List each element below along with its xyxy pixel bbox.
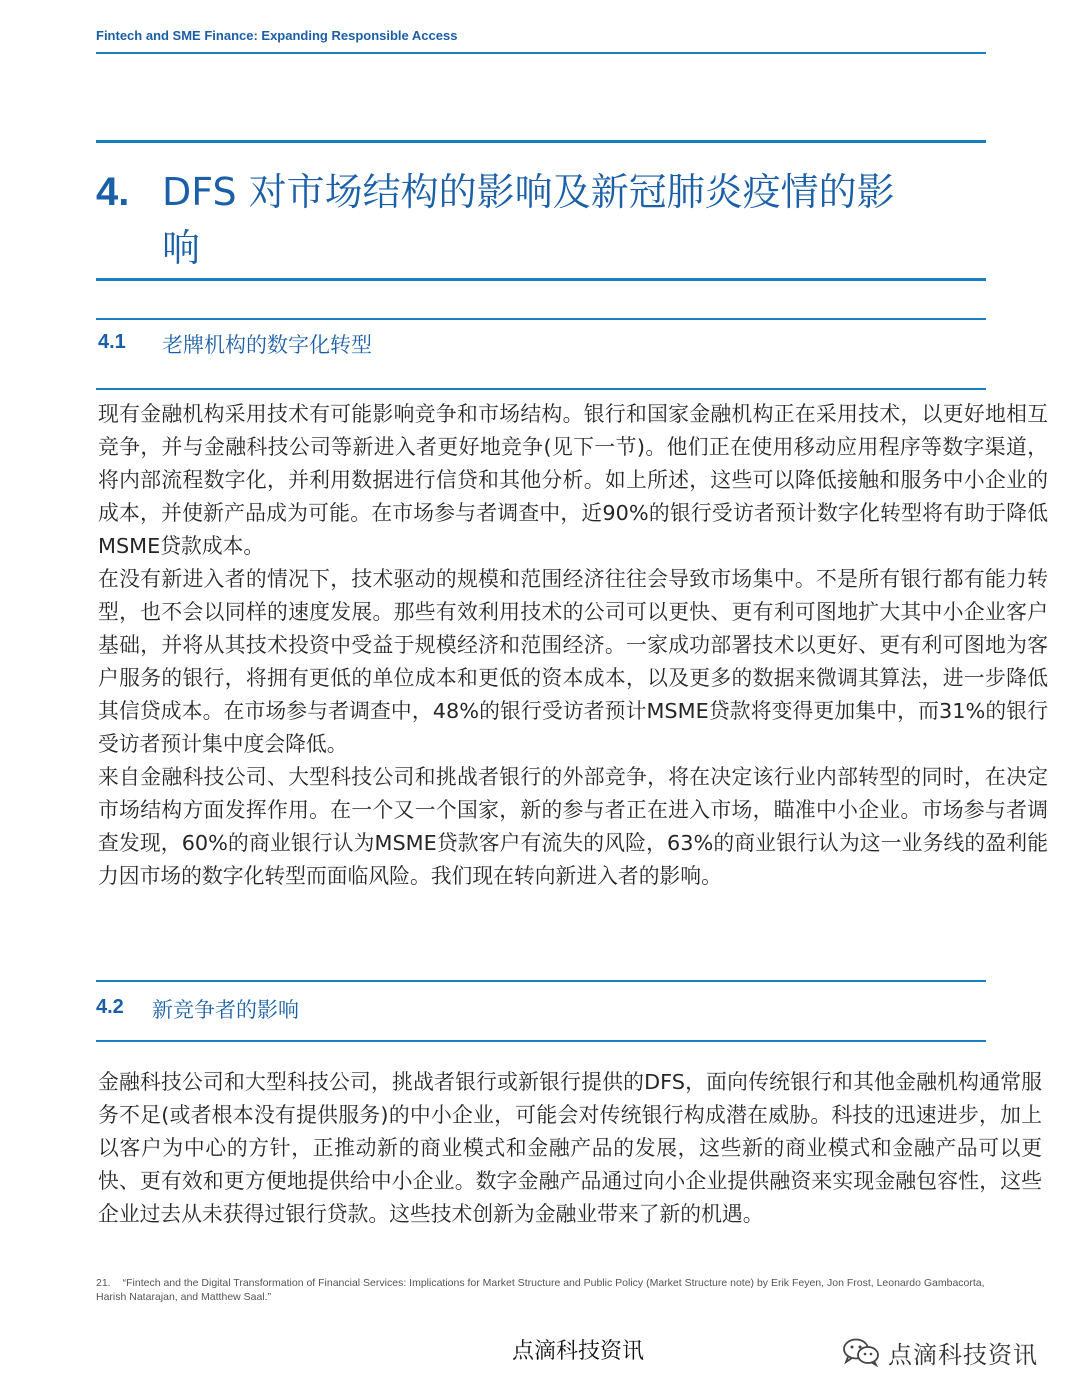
wechat-icon [842,1337,880,1367]
paragraph: 来自金融科技公司、大型科技公司和挑战者银行的外部竞争，将在决定该行业内部转型的同时，在决定市场结构方面发挥作用。在一个又一个国家，新的参与者正在进入市场，瞄准中小企业。市场参与者调查发现，60%的商业银行认为MSME贷款客户有流失的风险，63%的商业银行认为这一业务线的盈利能力因市场的数字化转型而面临风险。我们现在转向新进入者的影响。 [98,765,1048,888]
section-2-title: 新竞争者的影响 [152,998,299,1022]
footnote [96,1276,986,1304]
chapter-number: 4. [96,170,130,214]
watermark-center-text: 点滴科技资讯 [512,1339,645,1364]
chapter-title: DFS 对市场结构的影响及新冠肺炎疫情的影响 [162,170,895,270]
section-2-bottom-rule [96,1040,986,1042]
footnote-text: “Fintech and the Digital Transformation of Financial Services: Implications for Market Structure and Public Policy (Market Structure note) by Erik Feyen, Jon Frost, Leonardo Gambacorta, Harish Natarajan, and Matthew Saal.” [96,1277,985,1303]
section-2-number: 4.2 [96,996,124,1018]
header-rule [96,52,986,54]
section-1-body [98,398,1048,893]
chapter-top-rule [96,140,986,143]
wechat-label: 点滴科技资讯 [888,1340,1038,1369]
wechat-watermark [842,1334,1038,1370]
paragraph: 金融科技公司和大型科技公司，挑战者银行或新银行提供的DFS，面向传统银行和其他金融机构通常服务不足(或者根本没有提供服务)的中小企业，可能会对传统银行构成潜在威胁。科技的迅速进步，加上以客户为中心的方针，正推动新的商业模式和金融产品的发展，这些新的商业模式和金融产品可以更快、更有效和更方便地提供给中小企业。数字金融产品通过向小企业提供融资来实现金融包容性，这些企业过去从未获得过银行贷款。这些技术创新为金融业带来了新的机遇。 [98,1070,1042,1226]
chapter-bottom-rule [96,278,986,281]
section-1-number: 4.1 [98,331,126,353]
paragraph: 在没有新进入者的情况下，技术驱动的规模和范围经济往往会导致市场集中。不是所有银行都有能力转型，也不会以同样的速度发展。那些有效利用技术的公司可以更快、更有利可图地扩大其中小企业客户基础，并将从其技术投资中受益于规模经济和范围经济。一家成功部署技术以更好、更有利可图地为客户服务的银行，将拥有更低的单位成本和更低的资本成本，以及更多的数据来微调其算法，进一步降低其信贷成本。在市场参与者调查中，48%的银行受访者预计MSME贷款将变得更加集中，而31%的银行受访者预计集中度会降低。 [98,567,1048,756]
section-2-top-rule [96,980,986,982]
section-1-title: 老牌机构的数字化转型 [162,333,372,357]
section-1-top-rule [96,318,986,320]
paragraph: 现有金融机构采用技术有可能影响竞争和市场结构。银行和国家金融机构正在采用技术，以更好地相互竞争，并与金融科技公司等新进入者更好地竞争(见下一节)。他们正在使用移动应用程序等数字渠道，将内部流程数字化，并利用数据进行信贷和其他分析。如上所述，这些可以降低接触和服务中小企业的成本，并使新产品成为可能。在市场参与者调查中，近90%的银行受访者预计数字化转型将有助于降低MSME贷款成本。 [98,402,1048,558]
section-2-body [98,1066,1042,1231]
footnote-number: 21. [96,1277,111,1289]
running-header: Fintech and SME Finance: Expanding Responsible Access [96,28,458,43]
section-1-bottom-rule [96,388,986,390]
